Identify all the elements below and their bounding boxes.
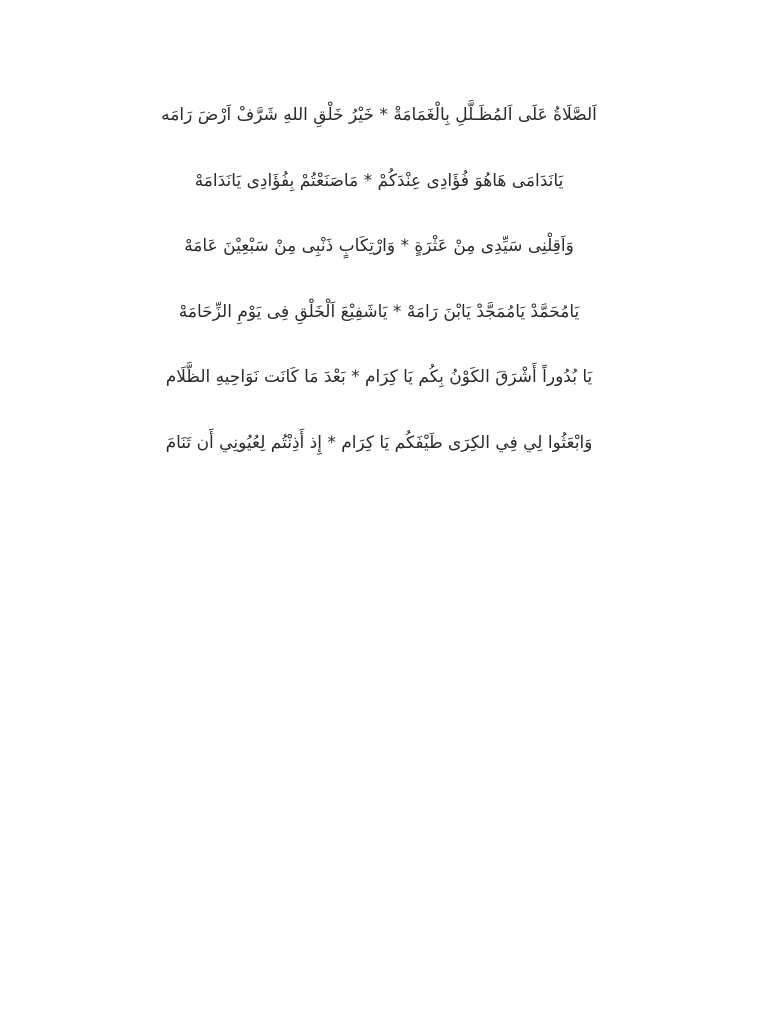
verse-line: يَامُحَمَّدْ يَامُمَجَّدْ يَابْنَ رَامَهْ * يَاشَفِيْعَ اَلْخَلْقِ فِى يَوْمِ الزِّحَامَهْ xyxy=(178,301,580,322)
verse-line: وَابْعَثُوا لِي فِي الكِرَى طَيْفَكُم يَا كِرَام * إِذ أَذِنْتُم لِعُيُونِي أَن تَنَامَ xyxy=(165,432,593,453)
poem-block xyxy=(150,74,608,484)
verse-line: يَانَدَامَى هَاهُوَ فُؤَادِى عِنْدَكُمْ * مَاصَنَعْتُمْ بِفُؤَادِى يَانَدَامَهْ xyxy=(194,170,564,191)
verse-line: يَا بُدُوراً أَشْرَقَ الكَوْنُ بِكُم يَا كِرَام * بَعْدَ مَا كَانَت نَوَاحِيهِ الظَّلَام xyxy=(165,367,593,387)
verse-line: اَلصَّلَاةُ عَلَى اَلمُظَـلَّلِ بِالْغَمَامَةْ * خَيْرُ خَلْقِ اللهِ شَرَّفْ اَرْضَ رَامَه xyxy=(161,105,597,125)
verse-line: وَاَقِلْنِى سَيِّدِى مِنْ عَثْرَةٍ * وَارْتِكَابٍ ذَنْبِى مِنْ سَبْعِيْنَ عَامَهْ xyxy=(184,236,574,256)
